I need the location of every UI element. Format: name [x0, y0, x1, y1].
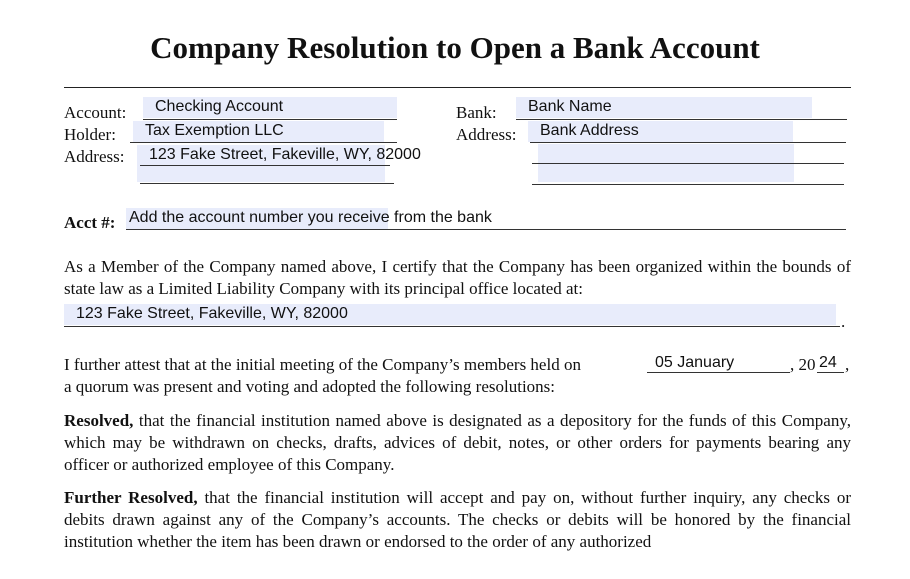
account-name-field[interactable]: Checking Account [143, 97, 397, 118]
bank-address-label: Address: [456, 125, 517, 144]
address-underline-2 [140, 183, 394, 184]
meeting-date-field[interactable]: 05 January [655, 354, 735, 371]
year-comma: , [845, 355, 850, 374]
bank-address-underline-1 [530, 142, 846, 143]
meeting-date-underline [647, 372, 790, 373]
address-label: Address: [64, 147, 125, 166]
title-divider [64, 87, 851, 88]
bank-address-line2-field[interactable] [538, 144, 794, 163]
resolved-text: that the financial institution named above is designated as a depository for the funds of this Company, which may be withdrawn on checks, drafts, advices of debit, notes, or other orders for payments bearing any officer or authorized employee of this Company. [64, 411, 851, 474]
page-title: Company Resolution to Open a Bank Account [150, 30, 760, 65]
bank-name-field[interactable]: Bank Name [516, 97, 812, 118]
acct-number-underline [126, 229, 846, 230]
account-label: Account: [64, 103, 127, 122]
quorum-text: a quorum was present and voting and adopted the following resolutions: [64, 377, 556, 396]
bank-label: Bank: [456, 103, 497, 122]
further-resolved-label: Further Resolved, [64, 488, 198, 507]
resolved-label: Resolved, [64, 411, 134, 430]
bank-address-field[interactable]: Bank Address [528, 121, 793, 142]
attest-text: I further attest that at the initial meeting of the Company’s members held on [64, 355, 581, 374]
account-underline [143, 119, 397, 120]
holder-address-field[interactable]: 123 Fake Street, Fakeville, WY, 82000 [137, 145, 385, 166]
meeting-year-field[interactable]: 24 [819, 354, 837, 371]
year-prefix-text: , 20 [790, 355, 816, 374]
holder-name-field[interactable]: Tax Exemption LLC [133, 121, 384, 142]
period-mark: . [841, 312, 846, 331]
holder-label: Holder: [64, 125, 116, 144]
further-resolved-paragraph [64, 487, 851, 553]
resolved-paragraph [64, 410, 851, 476]
acct-number-label: Acct #: [64, 213, 116, 232]
holder-address-line2-field[interactable] [137, 166, 385, 182]
certify-paragraph: As a Member of the Company named above, I certify that the Company has been organized within the bounds of state law as a Limited Liability Company with its principal office located at: [64, 257, 851, 298]
further-resolved-text: that the financial institution will accept and pay on, without further inquiry, any checks or debits drawn against any of the Company’s accounts. The checks or debits will be honored by the financial institution whether the item has been drawn or endorsed to the order of any authorized [64, 488, 851, 551]
holder-underline [130, 142, 397, 143]
acct-number-field[interactable]: Add the account number you receive from the bank [126, 208, 388, 229]
principal-office-underline [64, 326, 840, 327]
principal-office-field[interactable]: 123 Fake Street, Fakeville, WY, 82000 [64, 304, 836, 325]
bank-underline [516, 119, 847, 120]
meeting-year-underline [817, 372, 844, 373]
bank-address-line3-field[interactable] [538, 164, 794, 182]
bank-address-underline-3 [532, 184, 844, 185]
